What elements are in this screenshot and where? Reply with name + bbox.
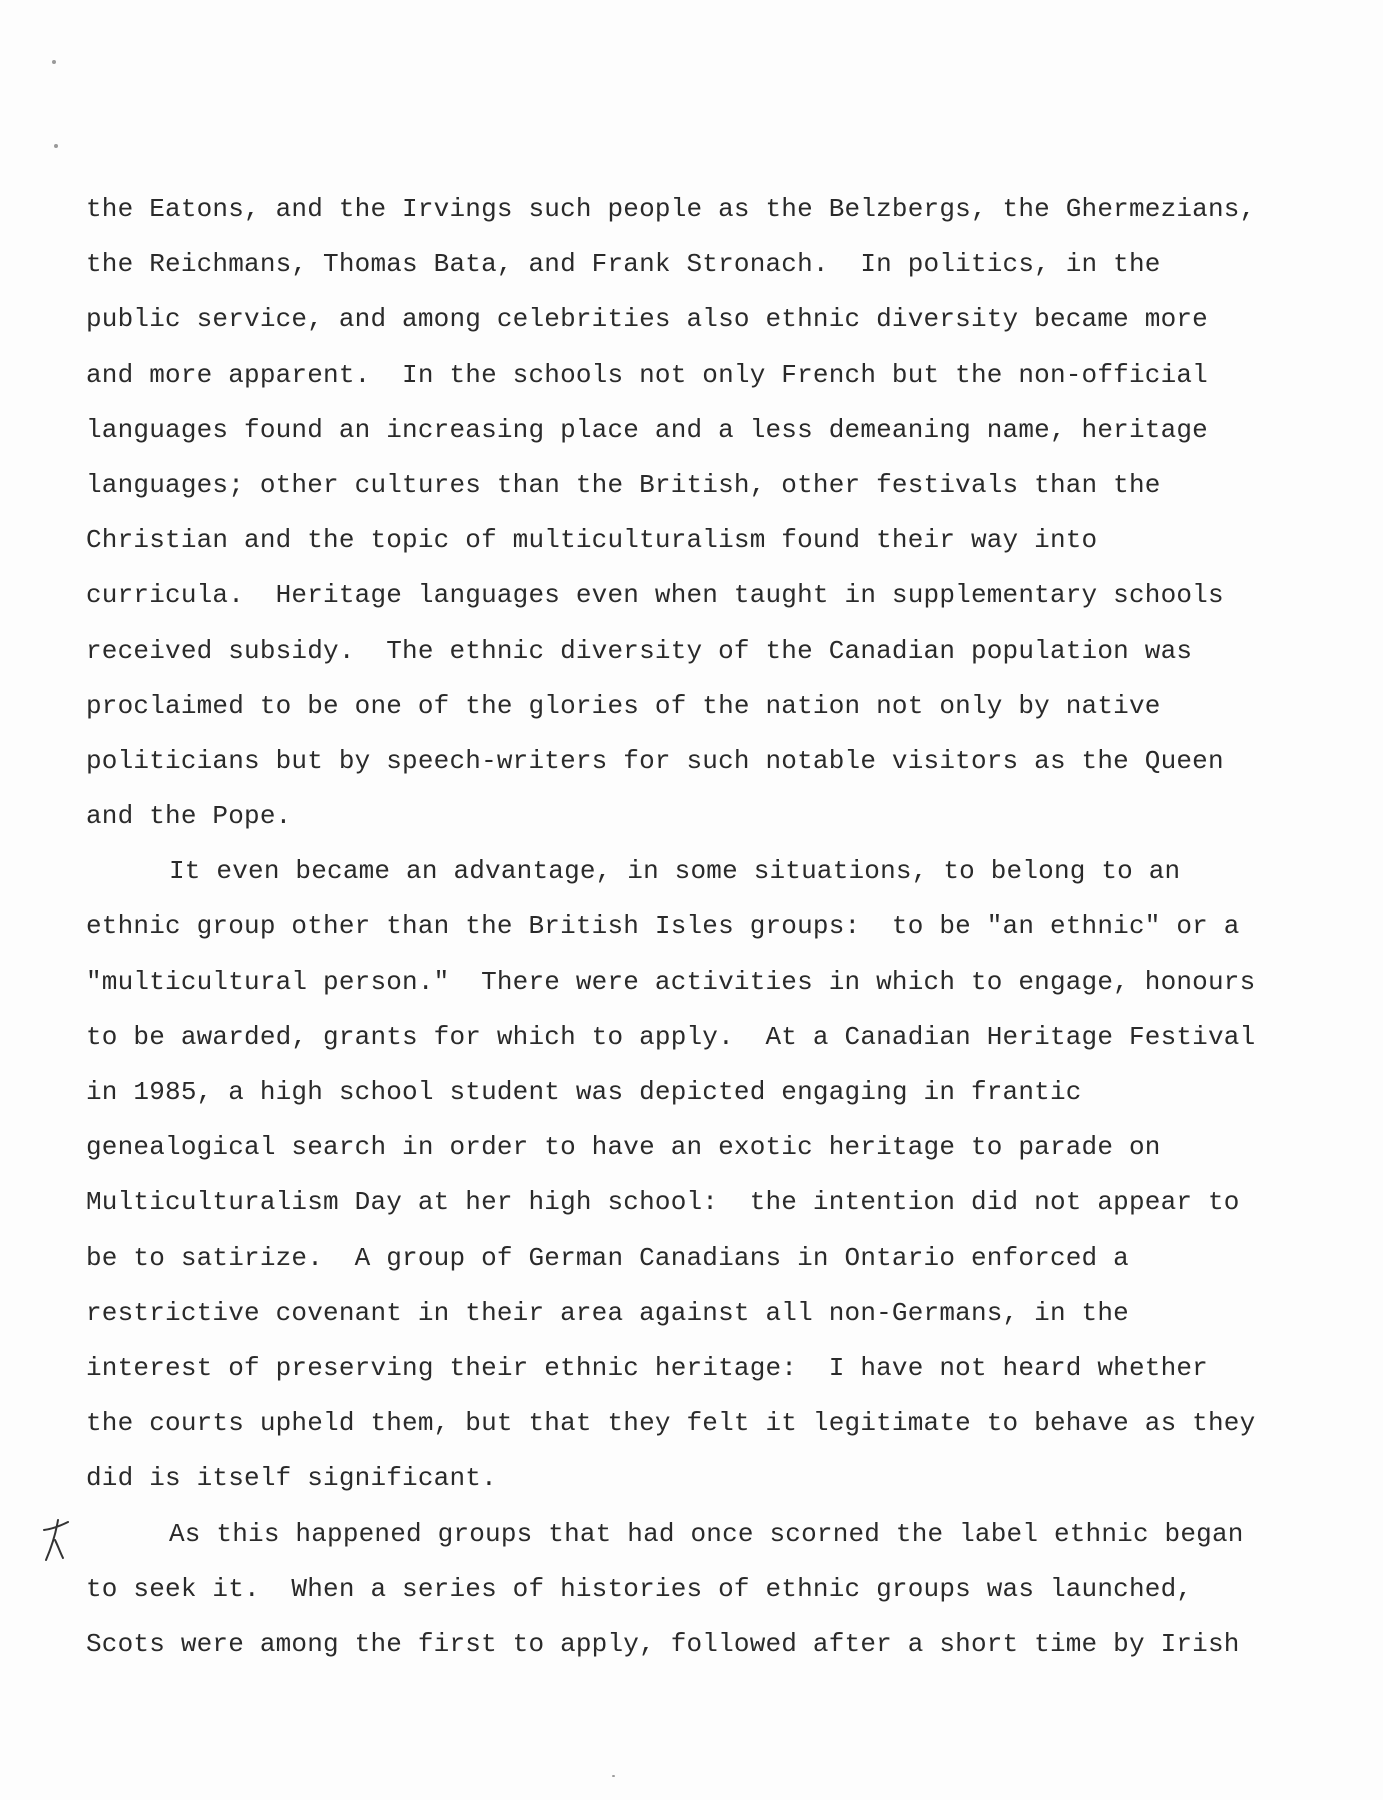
text-line: in 1985, a high school student was depicted engaging in frantic	[86, 1077, 1082, 1107]
text-line: received subsidy. The ethnic diversity of the Canadian population was	[86, 635, 1193, 666]
text-line: the courts upheld them, but that they felt it legitimate to behave as they	[86, 1408, 1256, 1439]
text-line: "multicultural person." There were activities in which to engage, honours	[86, 966, 1256, 997]
text-line: and the Pope.	[86, 801, 292, 832]
document-body	[86, 182, 1326, 1672]
text-line: be to satirize. A group of German Canadians in Ontario enforced a	[86, 1242, 1129, 1273]
text-line: the Eatons, and the Irvings such people as the Belzbergs, the Ghermezians,	[86, 194, 1256, 224]
scan-speck	[52, 60, 56, 64]
text-line: restrictive covenant in their area against all non-Germans, in the	[86, 1297, 1129, 1328]
text-line: did is itself significant.	[86, 1463, 497, 1494]
text-line: proclaimed to be one of the glories of the nation not only by native	[86, 690, 1161, 721]
text-line: interest of preserving their ethnic heritage: I have not heard whether	[86, 1352, 1208, 1383]
text-line: to seek it. When a series of histories of ethnic groups was launched,	[86, 1573, 1193, 1604]
handwritten-asterisk-icon	[38, 1518, 72, 1562]
text-line: As this happened groups that had once scorned the label ethnic began	[169, 1518, 1244, 1549]
text-line: It even became an advantage, in some situations, to belong to an	[169, 856, 1181, 887]
text-line: languages found an increasing place and a less demeaning name, heritage	[86, 414, 1208, 445]
text-line: Scots were among the first to apply, followed after a short time by Irish	[86, 1628, 1240, 1659]
text-line: the Reichmans, Thomas Bata, and Frank Stronach. In politics, in the	[86, 249, 1161, 280]
text-line: public service, and among celebrities also ethnic diversity became more	[86, 304, 1208, 335]
text-line: Multiculturalism Day at her high school: the intention did not appear to	[86, 1187, 1240, 1218]
paragraph-3	[86, 1507, 1326, 1673]
scan-speck	[612, 1775, 615, 1777]
text-line: and more apparent. In the schools not only French but the non-official	[86, 359, 1208, 390]
text-line: Christian and the topic of multiculturalism found their way into	[86, 525, 1098, 556]
scan-speck	[54, 144, 58, 148]
text-line: politicians but by speech-writers for such notable visitors as the Queen	[86, 745, 1224, 776]
text-line: curricula. Heritage languages even when taught in supplementary schools	[86, 580, 1224, 611]
text-line: ethnic group other than the British Isles groups: to be "an ethnic" or a	[86, 911, 1240, 942]
text-line: to be awarded, grants for which to apply. At a Canadian Heritage Festival	[86, 1021, 1256, 1052]
paragraph-2	[86, 844, 1326, 1506]
text-line: languages; other cultures than the British, other festivals than the	[86, 469, 1161, 500]
text-line: genealogical search in order to have an exotic heritage to parade on	[86, 1132, 1161, 1163]
paragraph-1	[86, 182, 1326, 844]
